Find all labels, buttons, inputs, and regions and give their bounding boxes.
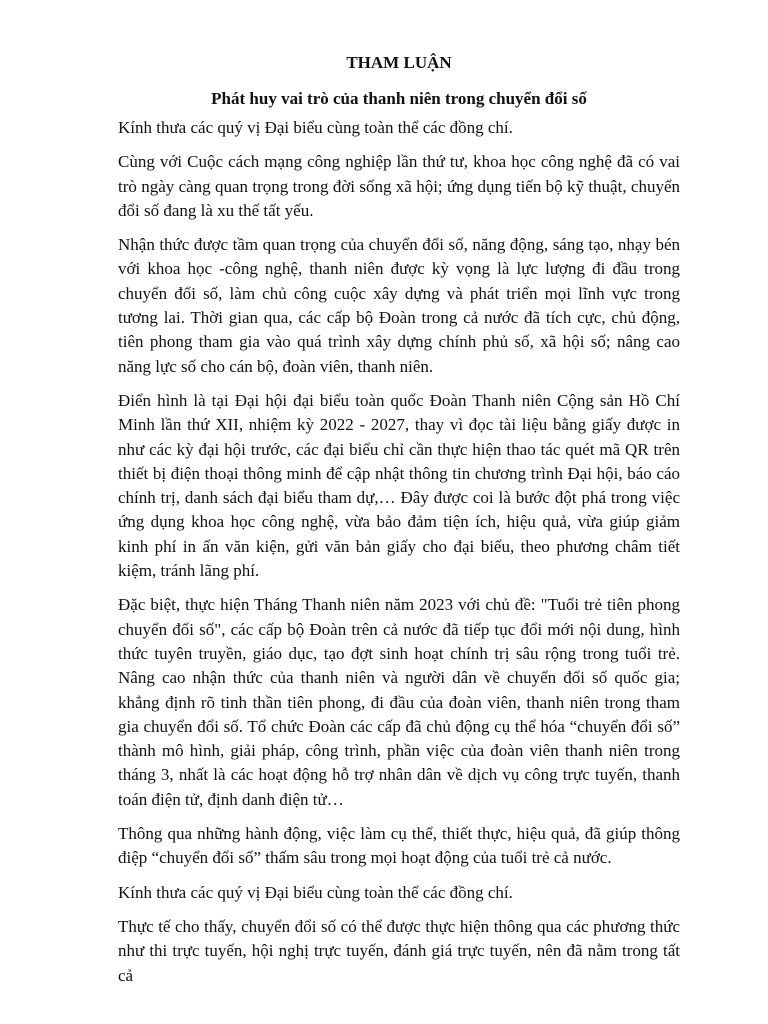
paragraph-reality: Thực tế cho thấy, chuyển đổi số có thể được thực hiện thông qua các phương thức như thi trực tuyến, hội nghị trực tuyến, đánh giá trực tuyến, nên đã nằm trong tất cả — [118, 916, 680, 985]
paragraph-youth-month: Đặc biệt, thực hiện Tháng Thanh niên năm 2023 với chủ đề: "Tuổi trẻ tiên phong chuyển đổi số", các cấp bộ Đoàn trên cả nước đã tiếp tục đổi mới nội dung, hình thức tuyên truyền, giáo dục, tạo đợt sinh hoạt chính trị sâu rộng trong tuổi trẻ. Nâng cao nhận thức của thanh niên và người dân về chuyển đổi số quốc gia; khẳng định rõ tinh thần tiên phong, đi đầu của đoàn viên, thanh niên trong tham gia chuyển đổi số. Tổ chức Đoàn các cấp đã chủ động cụ thể hóa “chuyển đổi số” thành mô hình, giải pháp, công trình, phần việc của đoàn viên thanh niên trong tháng 3, nhất là các hoạt động hỗ trợ nhân dân về dịch vụ công trực tuyến, thanh toán điện tử, định danh điện tử… — [118, 595, 680, 809]
paragraph-actions: Thông qua những hành động, việc làm cụ thể, thiết thực, hiệu quả, đã giúp thông điệp “chuyển đổi số” thấm sâu trong mọi hoạt động của tuổi trẻ cả nước. — [118, 824, 680, 868]
paragraph-intro: Cùng với Cuộc cách mạng công nghiệp lần thứ tư, khoa học công nghệ đã có vai trò ngày càng quan trọng trong đời sống xã hội; ứng dụng tiến bộ kỹ thuật, chuyển đổi số đang là xu thế tất yếu. — [118, 152, 680, 220]
document-page — [118, 52, 680, 998]
paragraph-greeting-repeat: Kính thưa các quý vị Đại biểu cùng toàn thể các đồng chí. — [118, 882, 513, 902]
paragraph-awareness: Nhận thức được tầm quan trọng của chuyển đổi số, năng động, sáng tạo, nhạy bén với khoa học -công nghệ, thanh niên được kỳ vọng là lực lượng đi đầu trong chuyển đổi số, làm chủ công cuộc xây dựng và phát triển mọi lĩnh vực trong tương lai. Thời gian qua, các cấp bộ Đoàn trong cả nước đã tích cực, chủ động, tiên phong tham gia vào quá trình xây dựng chính phủ số, xã hội số; nâng cao năng lực số cho cán bộ, đoàn viên, thanh niên. — [118, 235, 680, 376]
paragraph-greeting: Kính thưa các quý vị Đại biểu cùng toàn thể các đồng chí. — [118, 118, 513, 137]
document-subtitle: Phát huy vai trò của thanh niên trong chuyển đổi số — [211, 89, 587, 108]
paragraph-congress-example: Điển hình là tại Đại hội đại biểu toàn quốc Đoàn Thanh niên Cộng sản Hồ Chí Minh lần thứ XII, nhiệm kỳ 2022 - 2027, thay vì đọc tài liệu bằng giấy được in như các kỳ đại hội trước, các đại biểu chỉ cần thực hiện thao tác quét mã QR trên thiết bị điện thoại thông minh để cập nhật thông tin chương trình Đại hội, báo cáo chính trị, danh sách đại biểu tham dự,… Đây được coi là bước đột phá trong việc ứng dụng khoa học công nghệ, vừa bảo đảm tiện ích, hiệu quả, vừa giúp giảm kinh phí in ấn văn kiện, gửi văn bản giấy cho đại biểu, theo phương châm tiết kiệm, tránh lãng phí. — [118, 390, 680, 581]
document-title: THAM LUẬN — [346, 53, 452, 72]
